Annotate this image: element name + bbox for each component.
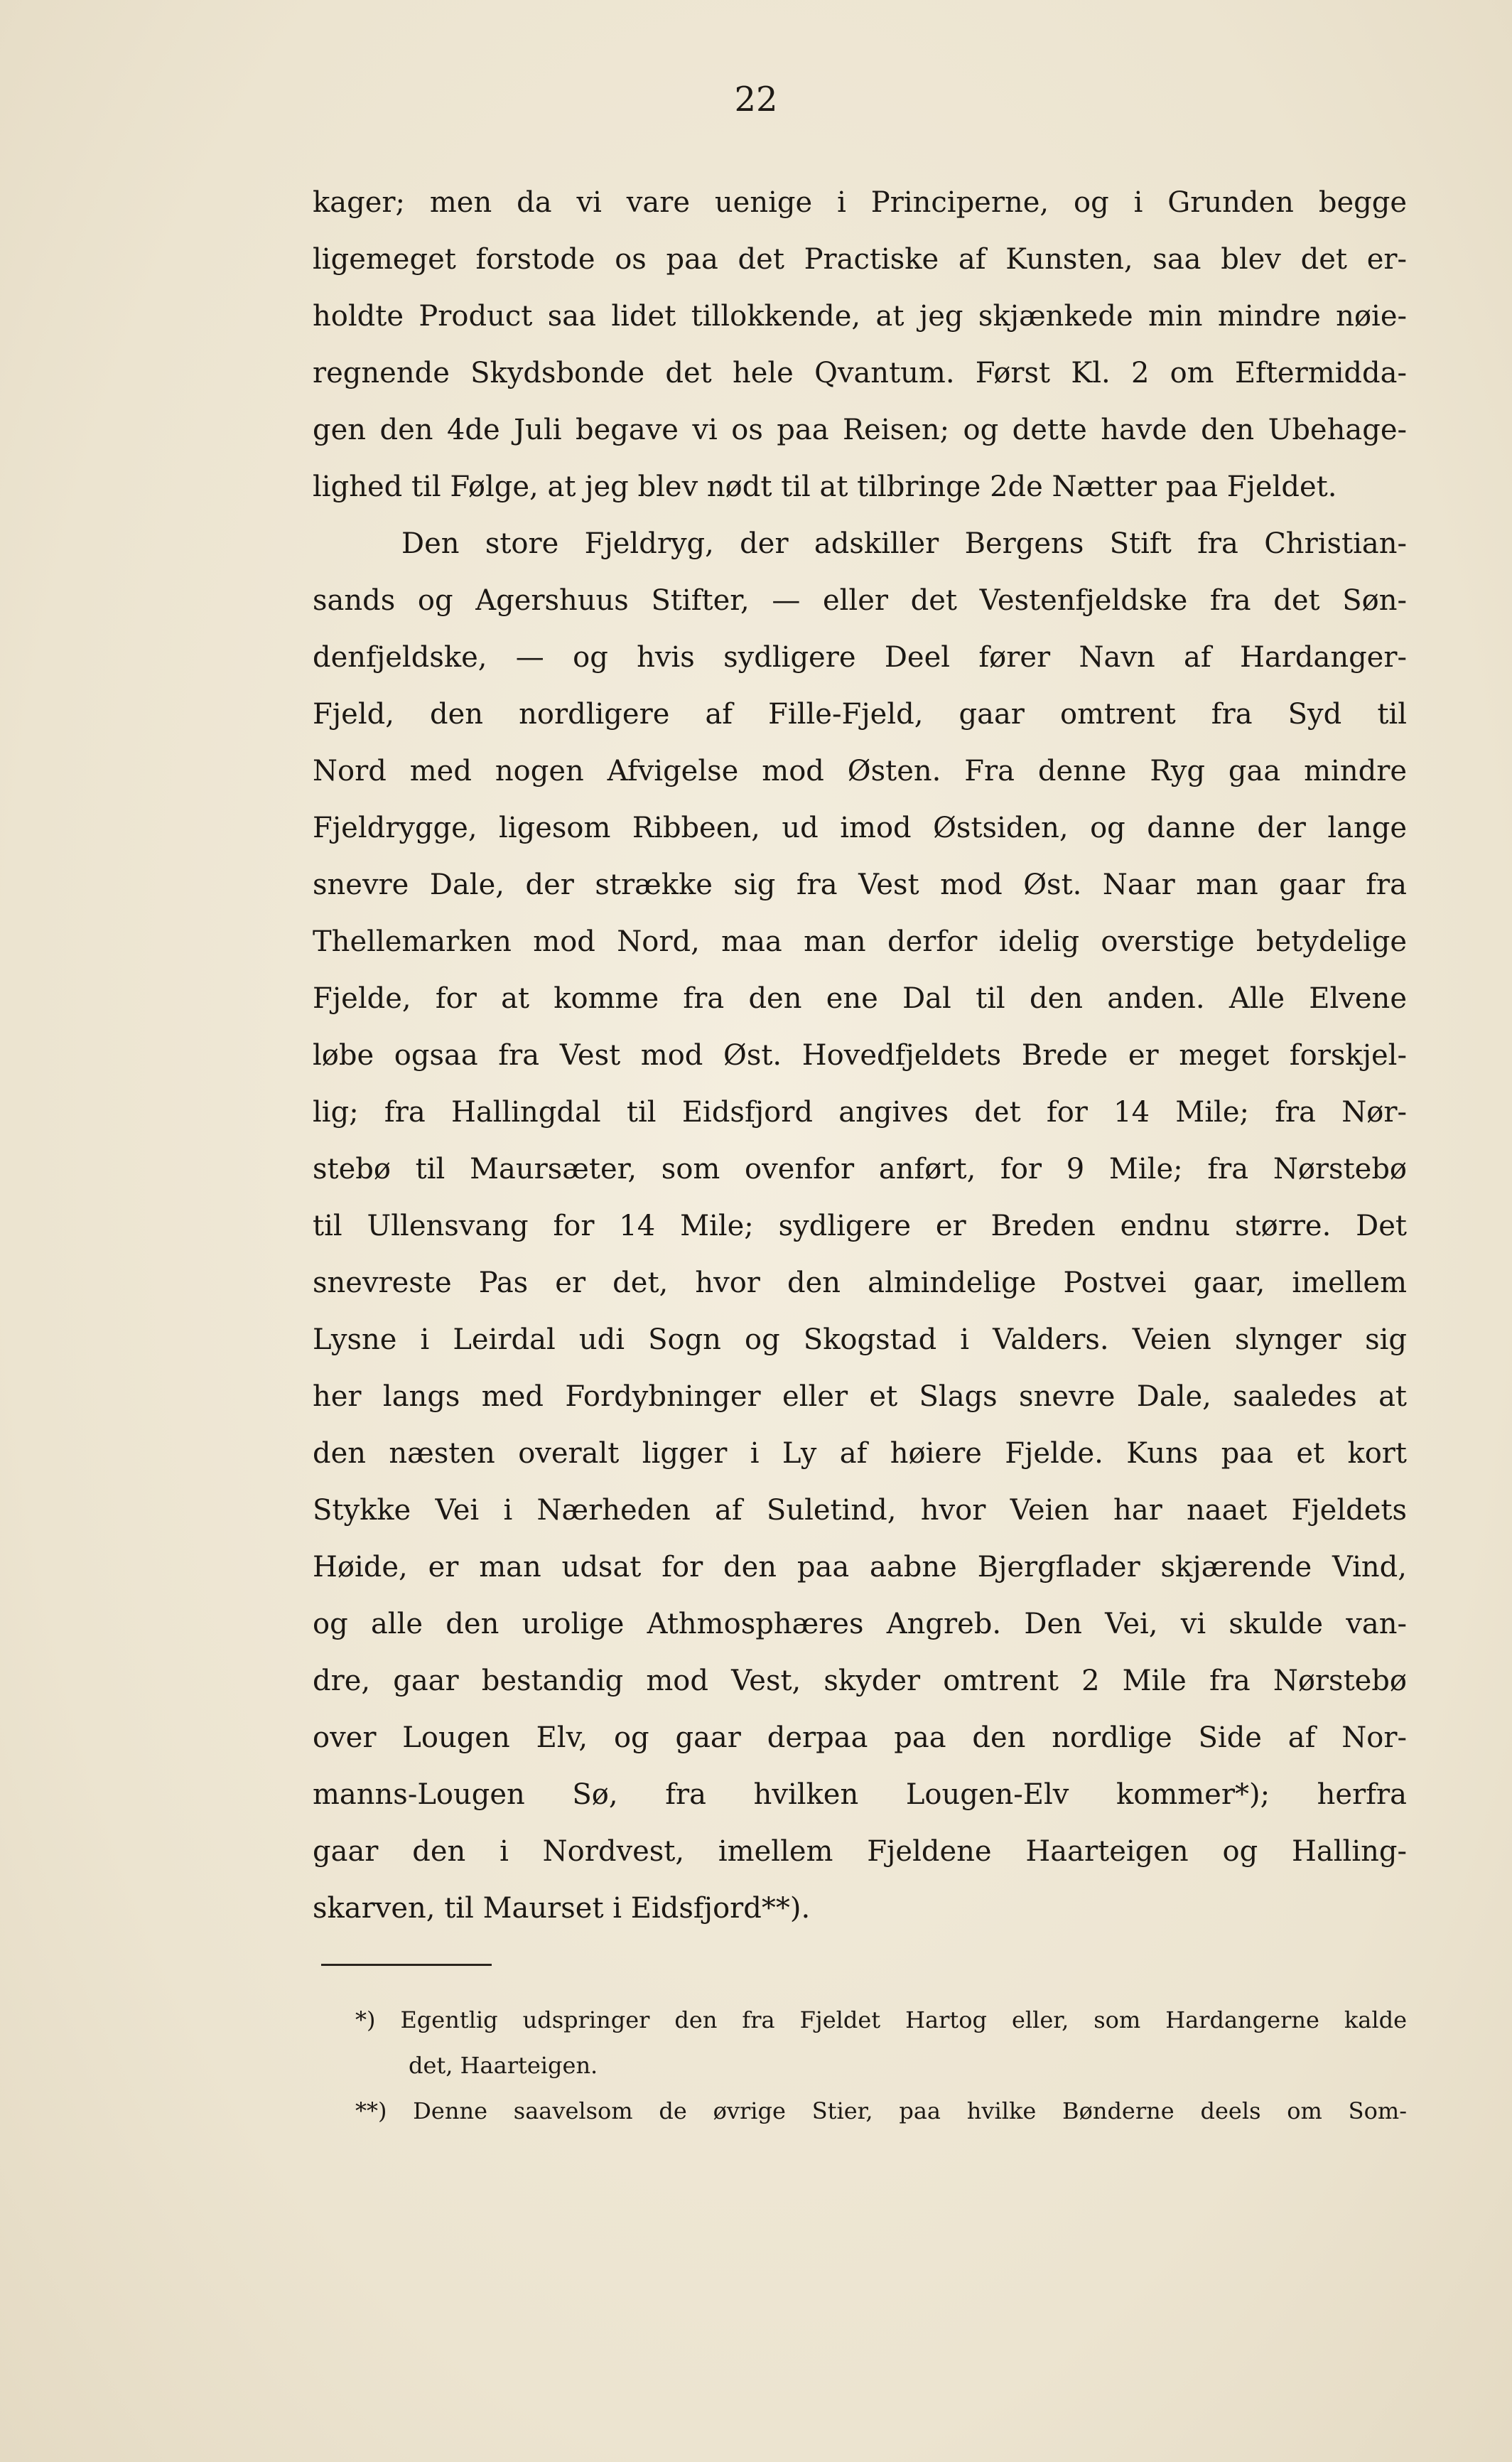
footnote-separator: [321, 1964, 492, 1966]
text-line: Nord med nogen Afvigelse mod Østen. Fra denne Ryg gaa mindre: [313, 755, 1407, 787]
text-line: Høide, er man udsat for den paa aabne Bjergflader skjærende Vind,: [313, 1551, 1407, 1584]
text-line: sands og Agershuus Stifter, — eller det Vestenfjeldske fra det Søn-: [313, 584, 1407, 617]
text-line: kager; men da vi vare uenige i Principerne, og i Grunden begge: [313, 186, 1407, 219]
text-line: den næsten overalt ligger i Ly af høiere Fjelde. Kuns paa et kort: [313, 1437, 1407, 1470]
body-text: [313, 174, 1407, 1937]
text-line: Stykke Vei i Nærheden af Suletind, hvor Veien har naaet Fjeldets: [313, 1494, 1407, 1527]
footnotes: [313, 1997, 1407, 2134]
footnote-line: *) Egentlig udspringer den fra Fjeldet Hartog eller, som Hardangerne kalde: [355, 2006, 1407, 2033]
text-line: snevreste Pas er det, hvor den almindelige Postvei gaar, imellem: [313, 1267, 1407, 1299]
text-line: stebø til Maursæter, som ovenfor anført, for 9 Mile; fra Nørstebø: [313, 1153, 1407, 1186]
text-line: regnende Skydsbonde det hele Qvantum. Først Kl. 2 om Eftermidda-: [313, 357, 1407, 389]
text-line: lig; fra Hallingdal til Eidsfjord angives det for 14 Mile; fra Nør-: [313, 1096, 1407, 1129]
text-line: Fjelde, for at komme fra den ene Dal til den anden. Alle Elvene: [313, 982, 1407, 1015]
footnote-line: **) Denne saavelsom de øvrige Stier, paa hvilke Bønderne deels om Som-: [355, 2097, 1407, 2124]
text-line: lighed til Følge, at jeg blev nødt til at tilbringe 2de Nætter paa Fjeldet.: [313, 471, 1337, 503]
text-line: manns-Lougen Sø, fra hvilken Lougen-Elv kommer*); herfra: [313, 1778, 1407, 1811]
text-line: gaar den i Nordvest, imellem Fjeldene Haarteigen og Halling-: [313, 1835, 1407, 1868]
text-line: Lysne i Leirdal udi Sogn og Skogstad i Valders. Veien slynger sig: [313, 1323, 1407, 1356]
text-line: denfjeldske, — og hvis sydligere Deel fører Navn af Hardanger-: [313, 641, 1407, 674]
text-line: dre, gaar bestandig mod Vest, skyder omtrent 2 Mile fra Nørstebø: [313, 1665, 1407, 1697]
text-line: Thellemarken mod Nord, maa man derfor idelig overstige betydelige: [313, 925, 1407, 958]
text-line: Fjeld, den nordligere af Fille-Fjeld, gaar omtrent fra Syd til: [313, 698, 1407, 731]
text-line: snevre Dale, der strække sig fra Vest mod Øst. Naar man gaar fra: [313, 869, 1407, 901]
page-number: 22: [734, 80, 778, 119]
text-line: holdte Product saa lidet tillokkende, at jeg skjænkede min mindre nøie-: [313, 300, 1407, 333]
footnote-line: det, Haarteigen.: [409, 2052, 598, 2079]
text-line: Den store Fjeldryg, der adskiller Bergens Stift fra Christian-: [401, 527, 1407, 560]
text-line: ligemeget forstode os paa det Practiske af Kunsten, saa blev det er-: [313, 243, 1407, 276]
text-line: her langs med Fordybninger eller et Slags snevre Dale, saaledes at: [313, 1380, 1407, 1413]
text-line: over Lougen Elv, og gaar derpaa paa den nordlige Side af Nor-: [313, 1721, 1407, 1754]
text-line: og alle den urolige Athmosphæres Angreb. Den Vei, vi skulde van-: [313, 1608, 1407, 1640]
text-line: skarven, til Maurset i Eidsfjord**).: [313, 1892, 811, 1925]
text-line: løbe ogsaa fra Vest mod Øst. Hovedfjeldets Brede er meget forskjel-: [313, 1039, 1407, 1072]
text-line: gen den 4de Juli begave vi os paa Reisen; og dette havde den Ubehage-: [313, 414, 1407, 446]
text-line: til Ullensvang for 14 Mile; sydligere er Breden endnu større. Det: [313, 1210, 1407, 1242]
text-line: Fjeldrygge, ligesom Ribbeen, ud imod Østsiden, og danne der lange: [313, 812, 1407, 844]
